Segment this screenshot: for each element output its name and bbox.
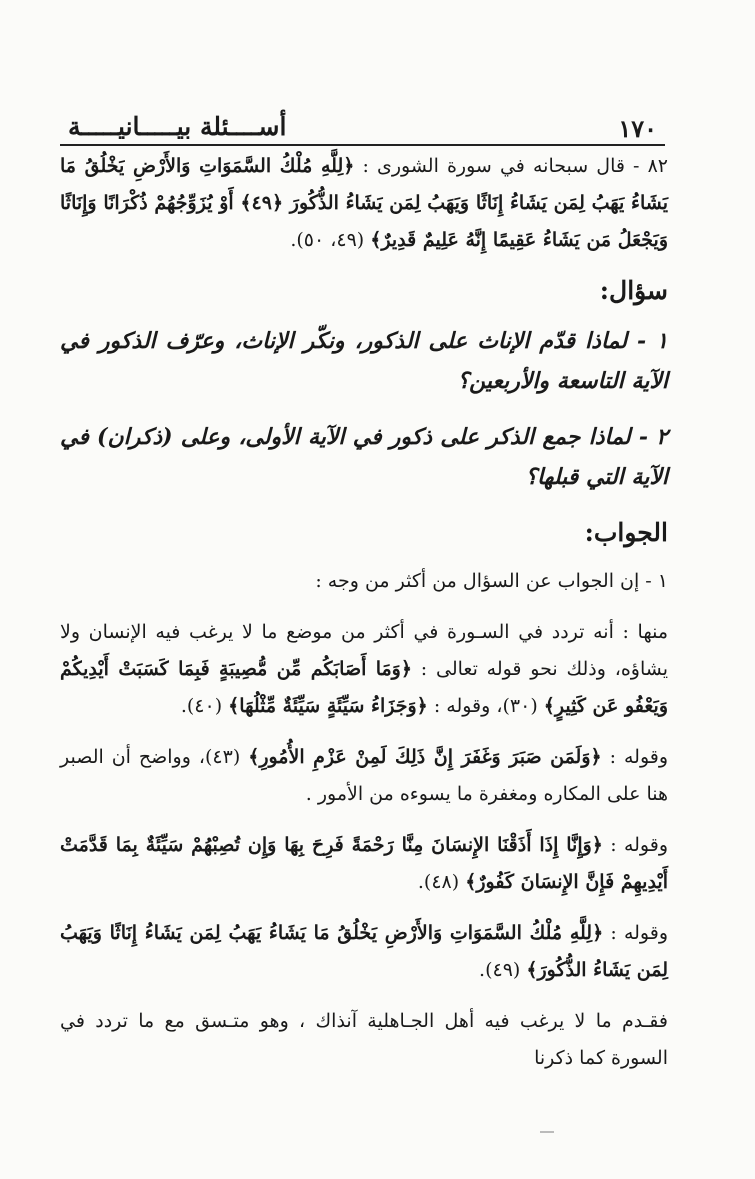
answer-5-verse: ﴿لِلَّهِ مُلْكُ السَّمَوَاتِ وَالأَرْضِ يَخْلُقُ مَا يَشَاءُ يَهَبُ لِمَن يَشَاءُ إِنَاثًا وَيَهَبُ لِمَن يَشَاءُ الذُّكُورَ﴾	[60, 922, 668, 981]
answer-paragraph-4	[60, 827, 668, 901]
answer-heading: الجواب:	[584, 518, 668, 547]
answer-paragraph-6: فقـدم ما لا يرغب فيه أهل الجـاهلية آنذاك ، وهو متـسق مع ما تردد في السورة كما ذكرنا	[60, 1010, 668, 1069]
answer-5-lead: وقوله :	[603, 922, 669, 944]
intro-lead: ٨٢ - قال سبحانه في سورة الشورى :	[354, 155, 668, 177]
question-2: ٢ - لماذا جمع الذكر على ذكور في الآية الأولى، وعلى (ذكران) في الآية التي قبلها؟	[60, 424, 668, 490]
question-1: ١ - لماذا قدّم الإناث على الذكور، ونكّر الإناث، وعرّف الذكور في الآية التاسعة والأربعين؟	[60, 328, 668, 394]
answer-5-ref: (٤٩).	[479, 959, 527, 981]
answer-2-verse-1: ﴿وَمَا أَصَابَكُم مِّن مُّصِيبَةٍ فَبِمَا كَسَبَتْ أَيْدِيكُمْ وَيَعْفُو عَن كَثِيرٍ﴾	[60, 658, 668, 717]
page-body	[60, 148, 668, 1091]
answer-4-lead: وقوله :	[602, 834, 668, 856]
answer-4-ref: (٤٨).	[417, 871, 466, 893]
scan-speck	[540, 1131, 554, 1133]
running-title: أســــئلة بيـــــانيـــــة	[68, 112, 287, 141]
intro-verse: ﴿لِلَّهِ مُلْكُ السَّمَوَاتِ وَالأَرْضِ يَخْلُقُ مَا يَشَاءُ يَهَبُ لِمَن يَشَاءُ إِنَاثًا وَيَهَبُ لِمَن يَشَاءُ الذُّكُورَ ﴿٤٩﴾ أَوْ يُزَوِّجُهُمْ ذُكْرَانًا وَإِنَاثًا وَيَجْعَلُ مَن يَشَاءُ عَقِيمًا إِنَّهُ عَلِيمٌ قَدِيرٌ﴾	[60, 155, 668, 251]
page-header	[60, 108, 665, 146]
intro-paragraph	[60, 148, 668, 259]
question-heading: سؤال:	[599, 276, 668, 305]
answer-line-1: ١ - إن الجواب عن السؤال من أكثر من وجه :	[315, 570, 668, 592]
answer-paragraph-2	[60, 614, 668, 725]
answer-2-lead: منها : أنه تردد في السـورة في أكثر من موضع ما لا يرغب فيه الإنسان ولا يشاؤه، وذلك نحو قوله تعالى :	[60, 621, 668, 680]
answer-2-verse-2: ﴿وَجَزَاءُ سَيِّئَةٍ سَيِّئَةٌ مِّثْلُهَا﴾	[228, 695, 428, 717]
answer-4-verse: ﴿وَإِنَّا إِذَا أَذَقْنَا الإِنسَانَ مِنَّا رَحْمَةً فَرِحَ بِهَا وَإِن تُصِبْهُمْ سَيِّئَةٌ بِمَا قَدَّمَتْ أَيْدِيهِمْ فَإِنَّ الإِنسَانَ كَفُورٌ﴾	[60, 834, 668, 893]
answer-2-mid: (٣٠)، وقوله :	[427, 695, 544, 717]
page-number: ١٧٠	[618, 114, 657, 143]
answer-3-tail: (٤٣)، وواضح أن الصبر هنا على المكاره ومغفرة ما يسوءه من الأمور .	[60, 746, 668, 805]
answer-paragraph-3	[60, 739, 668, 813]
answer-paragraph-5	[60, 915, 668, 989]
answer-2-ref: (٤٠).	[180, 695, 229, 717]
answer-3-verse: ﴿وَلَمَن صَبَرَ وَغَفَرَ إِنَّ ذَلِكَ لَمِنْ عَزْمِ الأُمُورِ﴾	[248, 746, 602, 768]
answer-3-lead: وقوله :	[601, 746, 669, 768]
intro-ref: (٤٩، ٥٠).	[290, 229, 371, 251]
